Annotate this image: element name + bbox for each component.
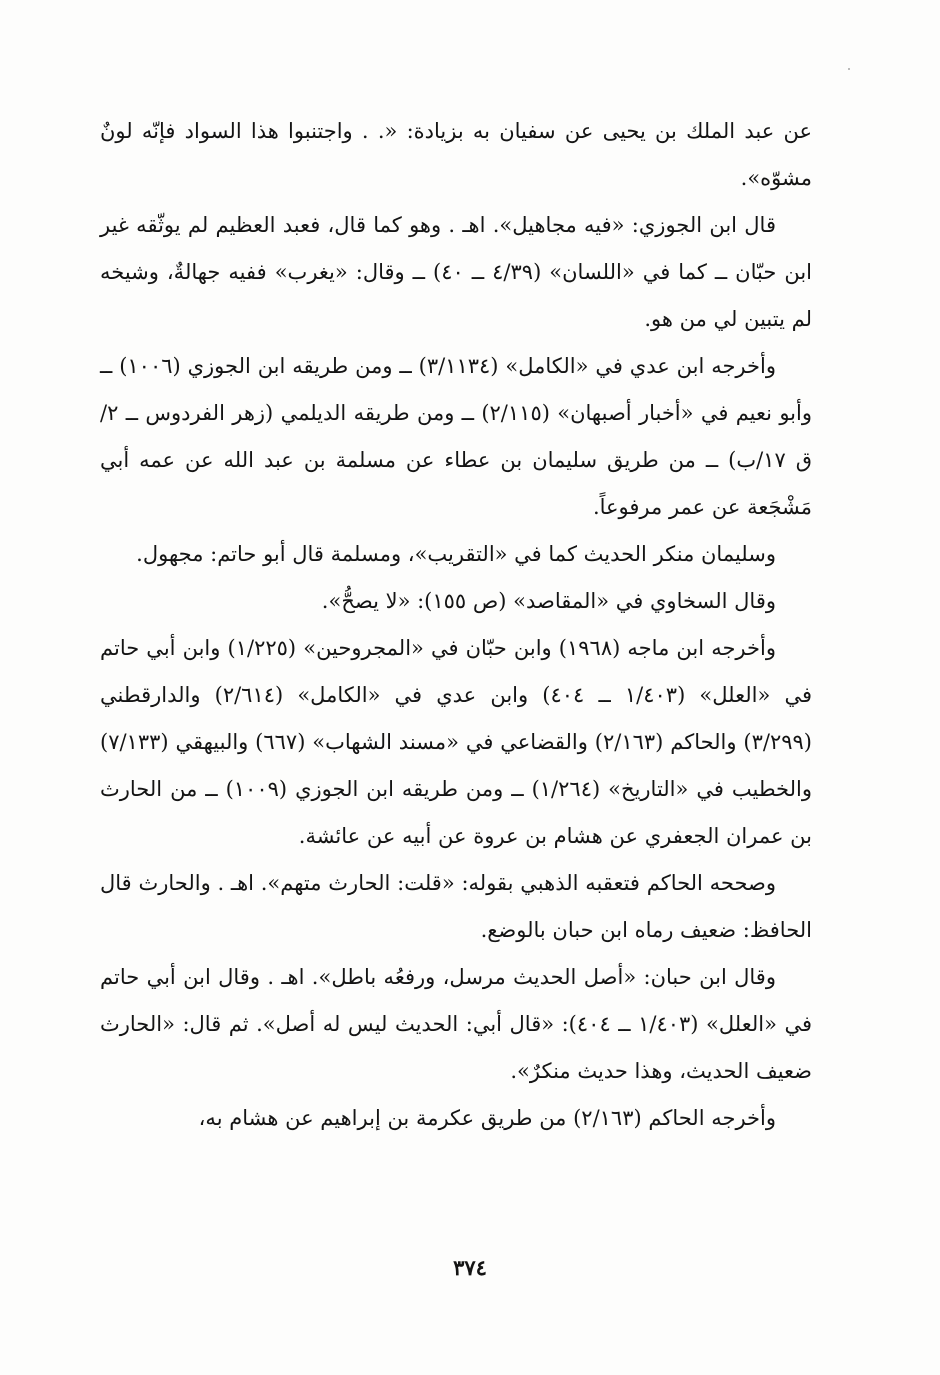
page-number: ٣٧٤: [453, 1255, 487, 1280]
paragraph: وسليمان منكر الحديث كما في «التقريب»، ومسلمة قال أبو حاتم: مجهول.: [136, 542, 776, 566]
paragraph: وأخرجه ابن ماجه (١٩٦٨) وابن حبّان في «المجروحين» (١/٢٢٥) وابن أبي حاتم في «العلل» (١/٤٠٣ ــ ٤٠٤) وابن عدي في «الكامل» (٢/٦١٤) والدارقطني (٣/٢٩٩) والحاكم (٢/١٦٣) والقضاعي في «مسند الشهاب» (٦٦٧) والبيهقي (٧/١٣٣) والخطيب في «التاريخ» (١/٢٦٤) ــ ومن طريقه ابن الجوزي (١٠٠٩) ــ من الحارث بن عمران الجعفري عن هشام بن عروة عن أبيه عن عائشة.: [100, 636, 812, 848]
paragraph: وأخرجه الحاكم (٢/١٦٣) من طريق عكرمة بن إبراهيم عن هشام به،: [198, 1106, 776, 1130]
margin-speck: [848, 68, 850, 70]
paragraph: وقال السخاوي في «المقاصد» (ص ١٥٥): «لا يصحُّ».: [321, 589, 776, 613]
paragraph: وقال ابن حبان: «أصل الحديث مرسل، ورفعُه باطل». اهـ . وقال ابن أبي حاتم في «العلل» (١/٤٠٣ ــ ٤٠٤): «قال أبي: الحديث ليس له أصل». ثم قال: «الحارث ضعيف الحديث، وهذا حديث منكرٌ».: [100, 965, 813, 1083]
paragraph-continuation: عن عبد الملك بن يحيى عن سفيان به بزيادة: «. . واجتنبوا هذا السواد فإنّه لونٌ مشوّه».: [100, 119, 812, 190]
paragraph: وصححه الحاكم فتعقبه الذهبي بقوله: «قلت: الحارث متهم». اهـ . والحارث قال الحافظ: ضعيف رماه ابن حبان بالوضع.: [100, 871, 812, 942]
paragraph: قال ابن الجوزي: «فيه مجاهيل». اهـ . وهو كما قال، فعبد العظيم لم يوثّقه غير ابن حبّان ــ كما في «اللسان» (٤/٣٩ ــ ٤٠) ــ وقال: «يغرب» ففيه جهالةٌ، وشيخه لم يتبين لي من هو.: [100, 213, 813, 331]
paragraph: وأخرجه ابن عدي في «الكامل» (٣/١١٣٤) ــ ومن طريقه ابن الجوزي (١٠٠٦) ــ وأبو نعيم في «أخبار أصبهان» (٢/١١٥) ــ ومن طريقه الديلمي (زهر الفردوس ــ ٢/ق ١٧/ب) ــ من طريق سليمان بن عطاء عن مسلمة بن عبد الله عن عمه أبي مَشْجَعة عن عمر مرفوعاً.: [100, 354, 813, 519]
body-text: [100, 108, 812, 1142]
